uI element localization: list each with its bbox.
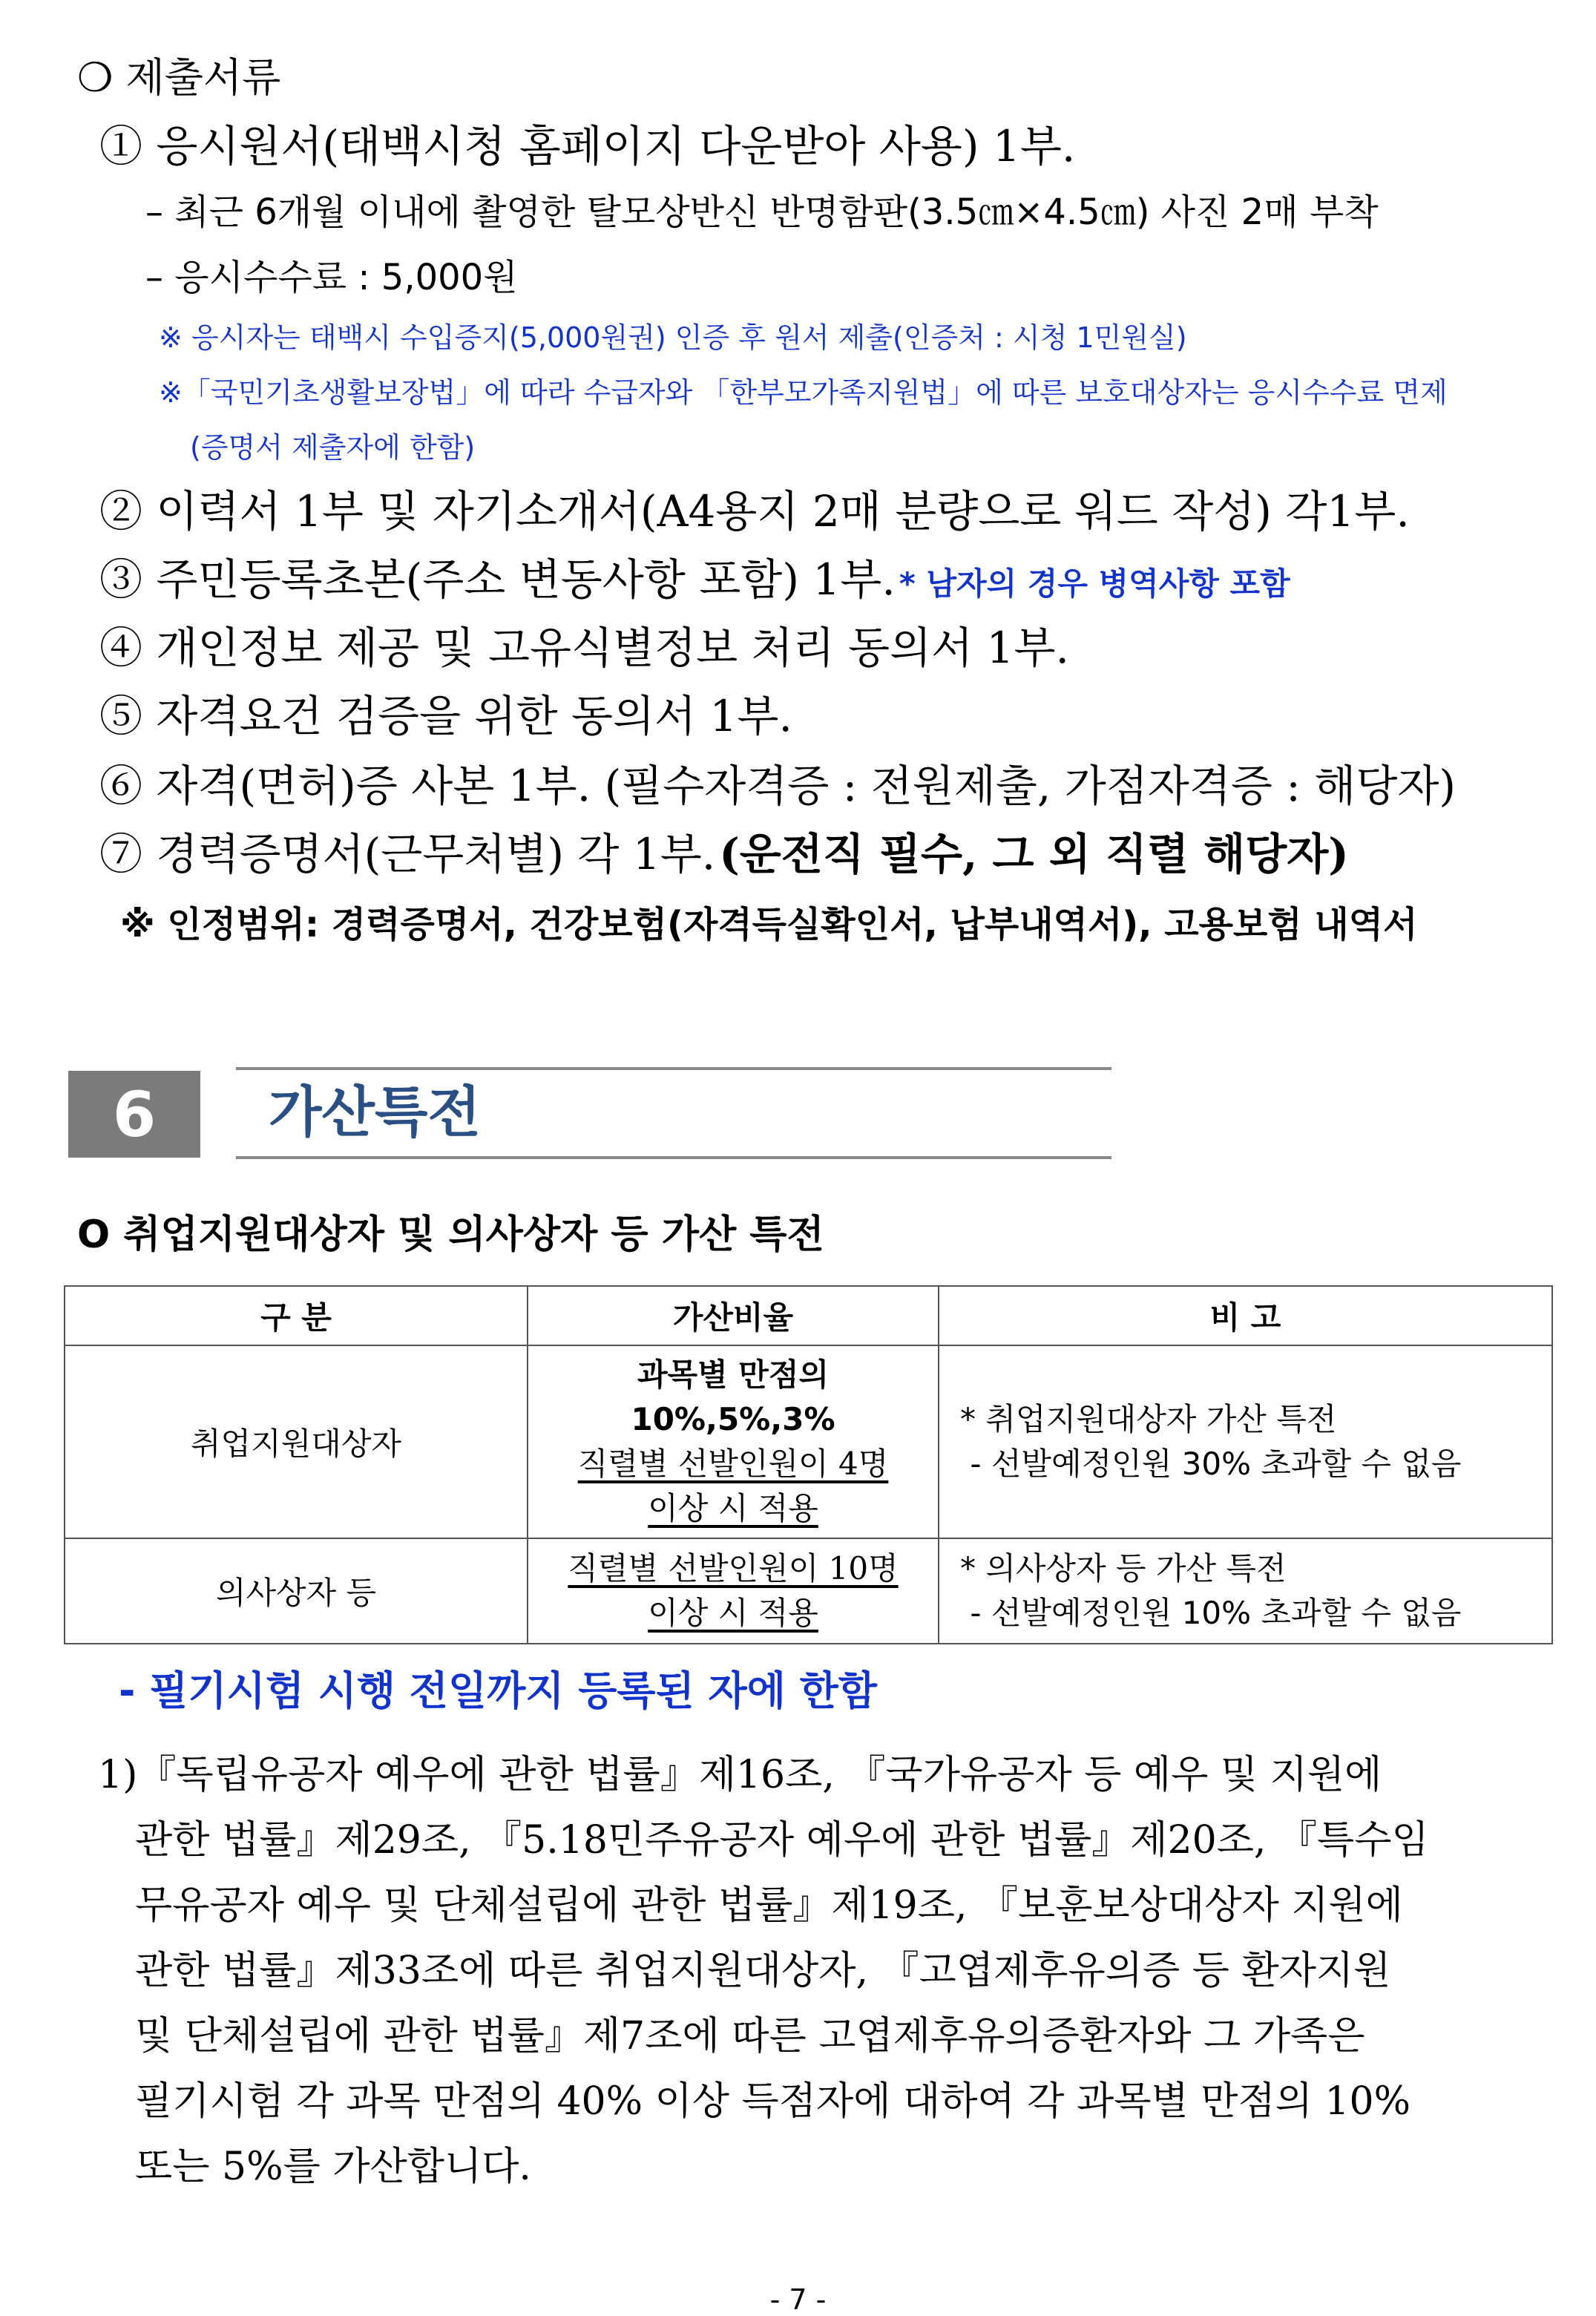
remark-limit: - 선발예정인원 30% 초과할 수 없음	[960, 1446, 1462, 1482]
paragraph-line: 또는 5%를 가산합니다.	[135, 2145, 531, 2189]
section-subheading: O 취업지원대상자 및 의사상자 등 가산 특전	[77, 1213, 824, 1257]
table-cell-remark	[939, 1538, 1552, 1644]
paragraph-line: 관한 법률』제33조에 따른 취업지원대상자, 『고엽제후유의증 등 환자지원	[135, 1949, 1391, 1993]
table-cell-remark	[939, 1345, 1552, 1538]
section-title: 가산특전	[269, 1080, 481, 1144]
rate-condition-cont: 이상 시 적용	[648, 1595, 818, 1631]
table-row	[65, 1538, 1552, 1644]
stamp-note: ※ 응시자는 태백시 수입증지(5,000원권) 인증 후 원서 제출(인증처 : 시청 1민원실)	[159, 321, 1187, 354]
table-row	[65, 1345, 1552, 1538]
documents-heading: ❍ 제출서류	[77, 54, 281, 101]
fee-exemption-note-cont: (증명서 제출자에 한함)	[190, 431, 476, 464]
page-number: - 7 -	[769, 2283, 827, 2316]
table-header-remark: 비 고	[939, 1286, 1552, 1345]
table-cell-rate	[528, 1538, 939, 1644]
document-item-2: ② 이력서 1부 및 자기소개서(A4용지 2매 분량으로 워드 작성) 각1부.	[99, 486, 1410, 537]
document-item-3: ③ 주민등록초본(주소 변동사항 포함) 1부.	[99, 554, 896, 605]
paragraph-line: 필기시험 각 과목 만점의 40% 이상 득점자에 대하여 각 과목별 만점의 10%	[135, 2079, 1411, 2124]
table-cell-category: 취업지원대상자	[65, 1345, 528, 1538]
rate-condition-cont: 이상 시 적용	[648, 1490, 818, 1526]
rate-bold-line: 과목별 만점의	[637, 1357, 830, 1393]
document-item-6: ⑥ 자격(면허)증 사본 1부. (필수자격증 : 전원제출, 가점자격증 : 해당자)	[99, 761, 1456, 811]
table-header-rate: 가산비율	[528, 1286, 939, 1345]
remark-limit: - 선발예정인원 10% 초과할 수 없음	[960, 1595, 1462, 1631]
section-rule-top	[236, 1067, 1111, 1070]
paragraph-line: 무유공자 예우 및 단체설립에 관한 법률』제19조, 『보훈보상대상자 지원에	[135, 1883, 1403, 1928]
document-item-1: ① 응시원서(태백시청 홈페이지 다운받아 사용) 1부.	[99, 121, 1076, 171]
recognition-scope-note: ※ 인정범위: 경력증명서, 건강보험(자격득실확인서, 납부내역서), 고용보험 내역서	[120, 904, 1418, 945]
paragraph-line: 1)『독립유공자 예우에 관한 법률』제16조, 『국가유공자 등 예우 및 지원에	[98, 1753, 1382, 1797]
paragraph-line: 및 단체설립에 관한 법률』제7조에 따른 고엽제후유의증환자와 그 가족은	[135, 2014, 1365, 2059]
registration-limit-note: - 필기시험 시행 전일까지 등록된 자에 한함	[119, 1667, 877, 1714]
document-item-4: ④ 개인정보 제공 및 고유식별정보 처리 동의서 1부.	[99, 623, 1069, 673]
remark-line: * 취업지원대상자 가산 특전	[960, 1401, 1337, 1437]
rate-condition: 직렬별 선발인원이 4명	[577, 1446, 889, 1482]
rate-condition: 직렬별 선발인원이 10명	[568, 1550, 899, 1587]
table-cell-rate	[528, 1345, 939, 1538]
document-item-1-fee: – 응시수수료 : 5,000원	[145, 257, 518, 298]
remark-line: * 의사상자 등 가산 특전	[960, 1550, 1287, 1587]
paragraph-line: 관한 법률』제29조, 『5.18민주유공자 예우에 관한 법률』제20조, 『특수임	[135, 1818, 1429, 1863]
document-item-5: ⑤ 자격요건 검증을 위한 동의서 1부.	[99, 691, 792, 741]
bonus-table	[64, 1285, 1553, 1644]
document-item-1-photo: – 최근 6개월 이내에 촬영한 탈모상반신 반명함판(3.5㎝×4.5㎝) 사진 2매 부착	[145, 191, 1379, 233]
military-note: * 남자의 경우 병역사항 포함	[899, 565, 1290, 602]
table-header-category: 구 분	[65, 1286, 528, 1345]
rate-bold-values: 10%,5%,3%	[631, 1401, 835, 1437]
document-item-3-row	[99, 554, 1290, 605]
document-item-7-condition: (운전직 필수, 그 외 직렬 해당자)	[719, 829, 1349, 879]
document-item-7-row	[99, 829, 1349, 879]
table-cell-category: 의사상자 등	[65, 1538, 528, 1644]
section-number-box: 6	[68, 1071, 200, 1158]
section-rule-bottom	[236, 1156, 1111, 1159]
document-item-7: ⑦ 경력증명서(근무처별) 각 1부.	[99, 829, 716, 879]
fee-exemption-note: ※「국민기초생활보장법」에 따라 수급자와 「한부모가족지원법」에 따른 보호대상자는 응시수수료 면제	[159, 376, 1448, 409]
table-header-row	[65, 1286, 1552, 1345]
